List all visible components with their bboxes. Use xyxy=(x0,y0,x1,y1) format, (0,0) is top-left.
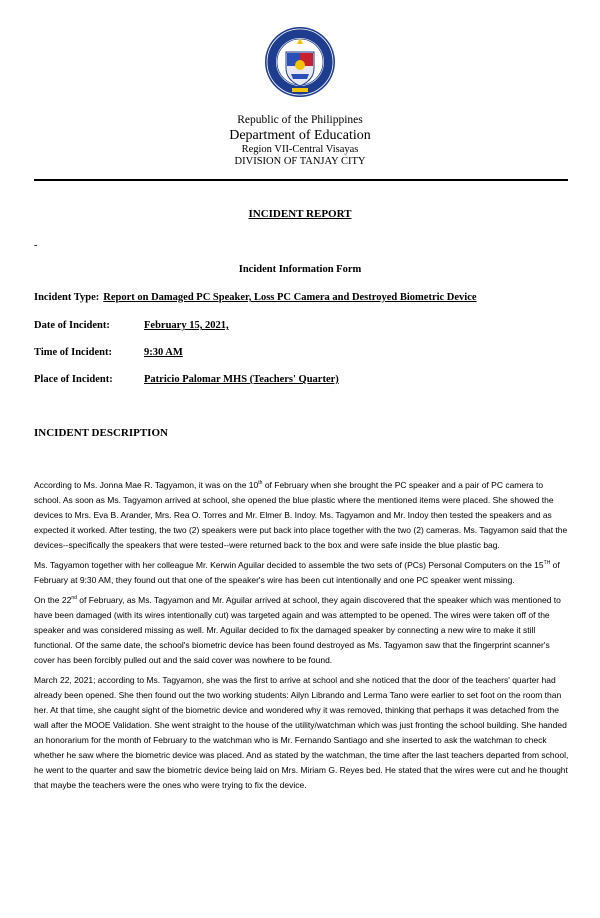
incident-description-body xyxy=(34,478,570,798)
incident-place-row xyxy=(34,374,339,385)
document-title: INCIDENT REPORT xyxy=(248,208,352,220)
republic-line: Republic of the Philippines xyxy=(237,114,363,126)
paragraph-4: March 22, 2021; according to Ms. Tagyamon, she was the first to arrive at school and she noticed that the door of the teachers' quarter had already been opened. She then found out the two working students: Ailyn Librando and Lerma Tano were earlier to set foot on the room than her. At that time, she caught sight of the biometric device and wondered why it was removed, thinking that perhaps it was detached from the wall after the MOOE Validation. She went straight to the house of the utility/watchman which was just fronting the school building. She handed an honorarium for the month of February to the watchman who is Mr. Fernando Santiago and she inserted to ask the watchman to check whether he saw where the biometric device was placed. And as stated by the watchman, the time after the last teachers departed from school, he went to the quarter and saw the biometric device being laid on Mrs. Miriam G. Reyes bed. He stated that the wires were cut and he thought that maybe the teachers were the ones who were trying to fix the device. xyxy=(34,675,569,790)
incident-place-label: Place of Incident: xyxy=(34,374,113,385)
incident-time-label: Time of Incident: xyxy=(34,347,112,358)
incident-place-value: Patricio Palomar MHS (Teachers' Quarter) xyxy=(144,374,339,385)
incident-date-row xyxy=(34,320,229,331)
division-line: DIVISION OF TANJAY CITY xyxy=(234,156,366,168)
paragraph-1: According to Ms. Jonna Mae R. Tagyamon, it was on the 10th of February when she brought the PC speaker and a pair of PC camera to school. As soon as Ms. Tagyamon arrived at school, she opened the blue plastic where the mentioned items were placed. She showed the devices to Mrs. Eva B. Arander, Mrs. Rea O. Torres and Mr. Elmer B. Indoy. Ms. Tagyamon and Mr. Indoy then tested the speakers and as expected it worked. After testing, the two (2) speakers were put back into place together with the two (2) cameras. Ms. Tagyamon said that the devices--specifically the speakers that were tested--were returned back to the box and were safe inside the blue plastic bag. xyxy=(34,480,568,550)
paragraph-3: On the 22nd of February, as Ms. Tagyamon and Mr. Aguilar arrived at school, they again discovered that the speaker which was mentioned to have been damaged (with its wires intentionally cut) was targeted again and was attempted to be opened. The wires were taken off of the speaker and was considered missing as well. Mr. Aguilar decided to fix the damaged speaker by connecting a new wire to make it still functional. Of the same date, the school's biometric device has been found destroyed as Ms. Tagyamon saw that the fingerprint scanner's cover has been forcibly pulled out and the said cover was nowhere to be found. xyxy=(34,595,561,665)
stray-dash: - xyxy=(34,240,38,251)
incident-time-row xyxy=(34,347,183,358)
form-title: Incident Information Form xyxy=(238,264,362,275)
deped-seal-logo xyxy=(264,24,336,104)
department-line: Department of Education xyxy=(229,127,371,143)
incident-time-value: 9:30 AM xyxy=(144,347,183,358)
incident-type-row xyxy=(34,292,477,303)
letterhead xyxy=(0,114,600,169)
incident-type-value: Report on Damaged PC Speaker, Loss PC Camera and Destroyed Biometric Device xyxy=(103,292,477,303)
region-line: Region VII-Central Visayas xyxy=(241,144,359,156)
incident-date-label: Date of Incident: xyxy=(34,320,110,331)
header-divider xyxy=(34,179,568,181)
incident-description-heading: INCIDENT DESCRIPTION xyxy=(34,427,168,439)
paragraph-2: Ms. Tagyamon together with her colleague Mr. Kerwin Aguilar decided to assemble the two sets of (PCs) Personal Computers on the 15TH of February at 9:30 AM, they found out that one of the speaker's wire has been cut intentionally and one PC speaker went missing. xyxy=(34,560,560,585)
incident-type-label: Incident Type: xyxy=(34,292,100,303)
incident-date-value: February 15, 2021, xyxy=(144,320,229,331)
